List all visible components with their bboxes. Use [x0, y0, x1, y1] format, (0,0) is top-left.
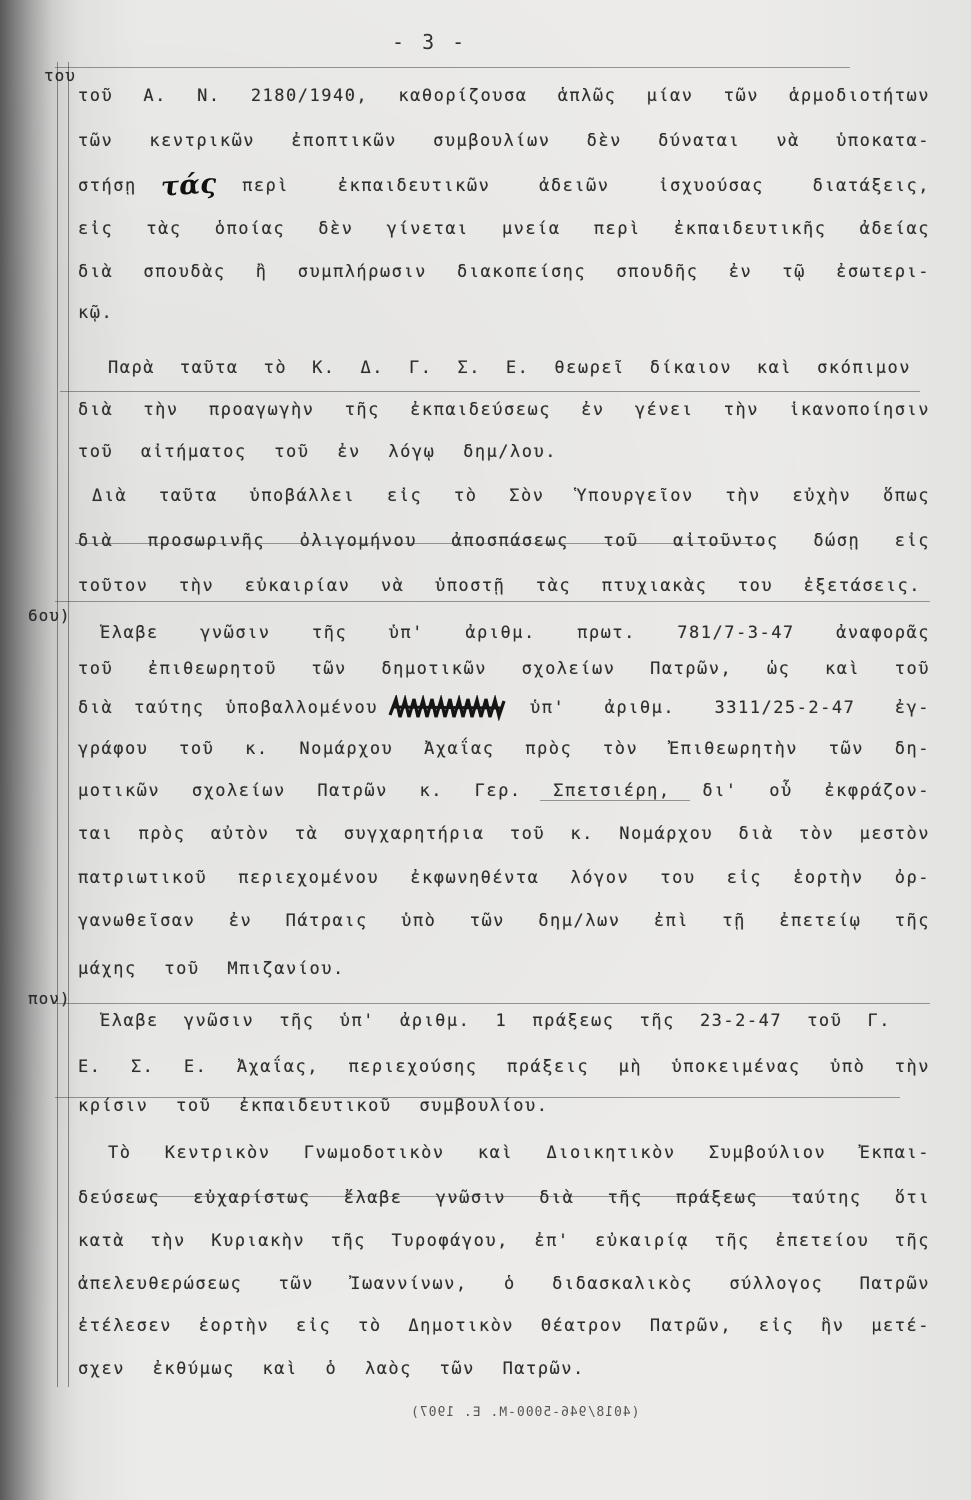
text-line: ἀπελευθερώσεως τῶν Ἰωαννίνων, ὁ διδασκαλικὸς σύλλογος Πατρῶν [78, 1274, 930, 1294]
scribbled-out-word [388, 695, 506, 721]
text-line: Ἔλαβε γνῶσιν τῆς ὑπ' ἀριθμ. πρωτ. 781/7-3-47 ἀναφορᾶς [100, 623, 930, 643]
text-line: δεύσεως εὐχαρίστως ἔλαβε γνῶσιν διὰ τῆς πράξεως ταύτης ὅτι [78, 1188, 930, 1208]
handwritten-insertion: τάς [159, 168, 218, 203]
text-line: διὰ προσωρινῆς ὀλιγομήνου ἀποσπάσεως τοῦ αἰτοῦντος δώσῃ εἰς [78, 531, 930, 551]
text-line: διὰ σπουδὰς ἢ συμπλήρωσιν διακοπείσης σπουδῆς ἐν τῷ ἐσωτερι- [78, 262, 930, 282]
ruled-line [60, 391, 920, 392]
text-line [78, 694, 930, 722]
text-line: μάχης τοῦ Μπιζανίου. [78, 959, 345, 979]
top-rule [55, 67, 850, 68]
text-line: πατριωτικοῦ περιεχομένου ἐκφωνηθέντα λόγον του εἰς ἑορτὴν ὀρ- [78, 868, 930, 888]
margin-mark: πον) [28, 989, 71, 1008]
margin-mark: 6ου) [28, 606, 71, 625]
text-line: Ἔλαβε γνῶσιν τῆς ὑπ' ἀριθμ. 1 πράξεως τῆς 23-2-47 τοῦ Γ. [100, 1011, 891, 1031]
text-line: κῷ. [78, 303, 114, 323]
text-line: τοῦτον τὴν εὐκαιρίαν νὰ ὑποστῇ τὰς πτυχιακὰς του ἐξετάσεις. [78, 576, 921, 596]
text-line: εἰς τὰς ὁποίας δὲν γίνεται μνεία περὶ ἐκπαιδευτικῆς ἀδείας [78, 219, 930, 239]
left-margin-rule-inner [68, 62, 69, 1387]
text-line: κρίσιν τοῦ ἐκπαιδευτικοῦ συμβουλίου. [78, 1096, 549, 1116]
text-line: γράφου τοῦ κ. Νομάρχου Ἀχαΐας πρὸς τὸν Ἐπιθεωρητὴν τῶν δη- [78, 739, 930, 759]
text-line: διὰ τὴν προαγωγὴν τῆς ἐκπαιδεύσεως ἐν γένει τὴν ἱκανοποίησιν [78, 400, 930, 420]
text-line: σχεν ἐκθύμως καὶ ὁ λαὸς τῶν Πατρῶν. [78, 1359, 585, 1379]
text-line: γανωθεῖσαν ἐν Πάτραις ὑπὸ τῶν δημ/λων ἐπὶ τῇ ἐπετείῳ τῆς [78, 911, 930, 931]
text-line: τῶν κεντρικῶν ἐποπτικῶν συμβουλίων δὲν δύναται νὰ ὑποκατα- [78, 131, 930, 151]
text-segment: διὰ ταύτης ὑποβαλλομένου [78, 698, 378, 718]
page-number: - 3 - [392, 30, 468, 54]
text-line: τοῦ αἰτήματος τοῦ ἐν λόγῳ δημ/λου. [78, 442, 557, 462]
text-segment: ὑπ' ἀριθμ. 3311/25-2-47 ἐγ- [530, 698, 930, 718]
text-line: τοῦ ἐπιθεωρητοῦ τῶν δημοτικῶν σχολείων Πατρῶν, ὡς καὶ τοῦ [78, 659, 930, 679]
text-line: κατὰ τὴν Κυριακὴν τῆς Τυροφάγου, ἐπ' εὐκαιρίᾳ τῆς ἐπετείου τῆς [78, 1231, 930, 1251]
text-line: Ε. Σ. Ε. Ἀχαΐας, περιεχούσης πράξεις μὴ ὑποκειμένας ὑπὸ τὴν [78, 1057, 930, 1077]
text-line: ται πρὸς αὐτὸν τὰ συγχαρητήρια τοῦ κ. Νομάρχου διὰ τὸν μεστὸν [78, 824, 930, 844]
margin-mark-top: του [44, 66, 76, 85]
text-segment: στήσῃ [78, 176, 137, 196]
text-line: ἐτέλεσεν ἑορτὴν εἰς τὸ Δημοτικὸν Θέατρον Πατρῶν, εἰς ἣν μετέ- [78, 1316, 930, 1336]
text-line: Διὰ ταῦτα ὑποβάλλει εἰς τὸ Σὸν Ὑπουργεῖον τὴν εὐχὴν ὅπως [92, 486, 930, 506]
text-line: μοτικῶν σχολείων Πατρῶν κ. Γερ. Σπετσιέρη, δι' οὗ ἐκφράζον- [78, 781, 930, 801]
left-margin-rule [57, 62, 58, 1387]
text-line: Τὸ Κεντρικὸν Γνωμοδοτικὸν καὶ Διοικητικὸν Συμβούλιον Ἐκπαι- [108, 1143, 930, 1163]
ruled-line [55, 1003, 930, 1004]
text-segment: περὶ ἐκπαιδευτικῶν ἀδειῶν ἰσχυούσας διατάξεις, [242, 176, 930, 196]
text-line: τοῦ Α. Ν. 2180/1940, καθορίζουσα ἁπλῶς μίαν τῶν ἁρμοδιοτήτων [78, 86, 930, 106]
text-line [78, 168, 930, 204]
ruled-line [55, 601, 930, 602]
print-imprint: (4018/946-5000-Μ. Ε. 1907) [410, 1405, 640, 1420]
text-line: Παρὰ ταῦτα τὸ Κ. Δ. Γ. Σ. Ε. θεωρεῖ δίκαιον καὶ σκόπιμον [108, 358, 911, 378]
